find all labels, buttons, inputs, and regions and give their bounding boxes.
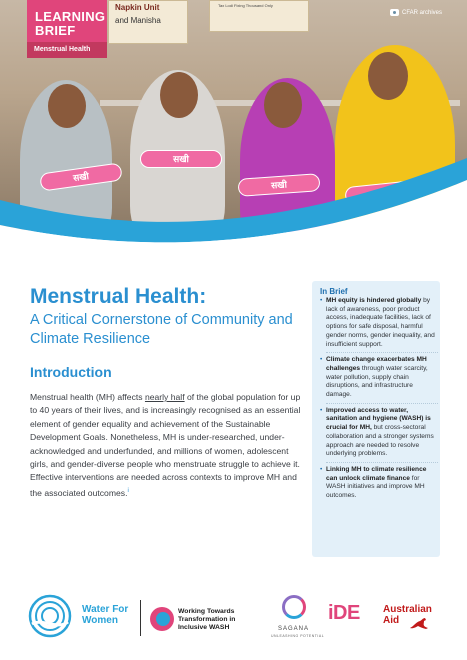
list-item-bold: Linking MH to climate resilience can unlock climate finance	[326, 465, 427, 482]
in-brief-list	[316, 297, 438, 507]
tag-line-1: LEARNING	[35, 9, 106, 24]
page-title: Menstrual Health:	[30, 285, 207, 308]
kangaroo-icon	[408, 616, 430, 630]
logo-divider	[140, 600, 141, 636]
wall-sign-text: and Manisha	[115, 16, 161, 25]
tag-line-2: BRIEF	[35, 23, 76, 38]
logo-text: Water For	[82, 604, 129, 615]
list-item-bold: MH equity is hindered globally	[326, 297, 422, 304]
list-item-text: for WASH initiatives and improve MH outcomes.	[326, 474, 425, 500]
camera-icon	[390, 9, 399, 16]
in-brief-box	[312, 281, 440, 557]
product-pad: सखी	[140, 150, 222, 168]
water-for-women-logo-icon	[28, 594, 72, 638]
intro-text: Menstrual health (MH) affects	[30, 392, 145, 402]
logo-text: Women	[82, 615, 118, 626]
intro-paragraph	[30, 391, 305, 500]
list-item	[326, 297, 438, 353]
page-subtitle: A Critical Cornerstone of Community and Climate Resilience	[30, 312, 293, 347]
sagana-tagline: UNLEASHING POTENTIAL	[271, 634, 325, 638]
wall-sign-text: Napkin Unit	[115, 3, 160, 12]
intro-text: of the global population for up to 40 years of their lives, and is increasingly recognised as an essential element of gender equality and achievement of the Sustainable Development Goals. Nonetheless, MH is under-researched, under-acknowledged and underfunded, and millions of women, adolescent girls, and gender-diverse people who menstruate struggle to achieve it. Effective interventions are needed across contexts to improve MH and the associated outcomes.	[30, 392, 301, 498]
learning-brief-label	[35, 10, 105, 38]
logo-text: Inclusive WASH	[178, 624, 230, 631]
photo-credit-text: CFAR archives	[402, 9, 443, 16]
list-item	[326, 407, 438, 463]
working-towards-transformation-logo	[178, 608, 235, 632]
list-item	[326, 356, 438, 404]
ide-logo: iDE	[328, 602, 360, 624]
wall-board-text: Tax Lodi Fixing Thousand Only	[218, 3, 273, 8]
section-heading-introduction: Introduction	[30, 364, 112, 380]
nearly-half-link[interactable]: nearly half	[144, 392, 185, 402]
list-item	[326, 466, 438, 504]
logo-text: Transformation in	[178, 616, 236, 623]
logo-text: Aid	[383, 615, 400, 626]
footnote-marker[interactable]: i	[127, 487, 129, 494]
logo-text: Australian	[383, 604, 432, 615]
list-item-text: through water scarcity, water pollution, supply chain disruptions, and infrastructure damage.	[326, 364, 428, 399]
photo-credit	[390, 9, 442, 16]
sagana-logo-text: SAGANA	[278, 626, 310, 632]
in-brief-heading: In Brief	[320, 287, 348, 296]
brief-topic-label: Menstrual Health	[27, 42, 107, 58]
list-item-bold: Climate change exacerbates MH challenges	[326, 356, 427, 372]
wtt-logo-icon	[150, 607, 174, 631]
logo-text: Working Towards	[178, 608, 235, 615]
product-pad: सखी	[39, 162, 123, 191]
list-item-bold: Improved access to water, sanitation and hygiene (WASH) is crucial for MH,	[326, 406, 431, 432]
product-pad: सखी	[237, 173, 320, 197]
sagana-logo-icon	[282, 595, 306, 619]
list-item-text: by lack of awareness, poor product access, inadequate facilities, lack of options for safe disposal, harmful gender norms, gender inequality, and insufficient support.	[326, 297, 435, 348]
water-for-women-logo	[82, 604, 128, 626]
list-item-text: but cross-sectoral collaboration and a stronger systems approach are needed to resolve underlying problems.	[326, 424, 434, 458]
